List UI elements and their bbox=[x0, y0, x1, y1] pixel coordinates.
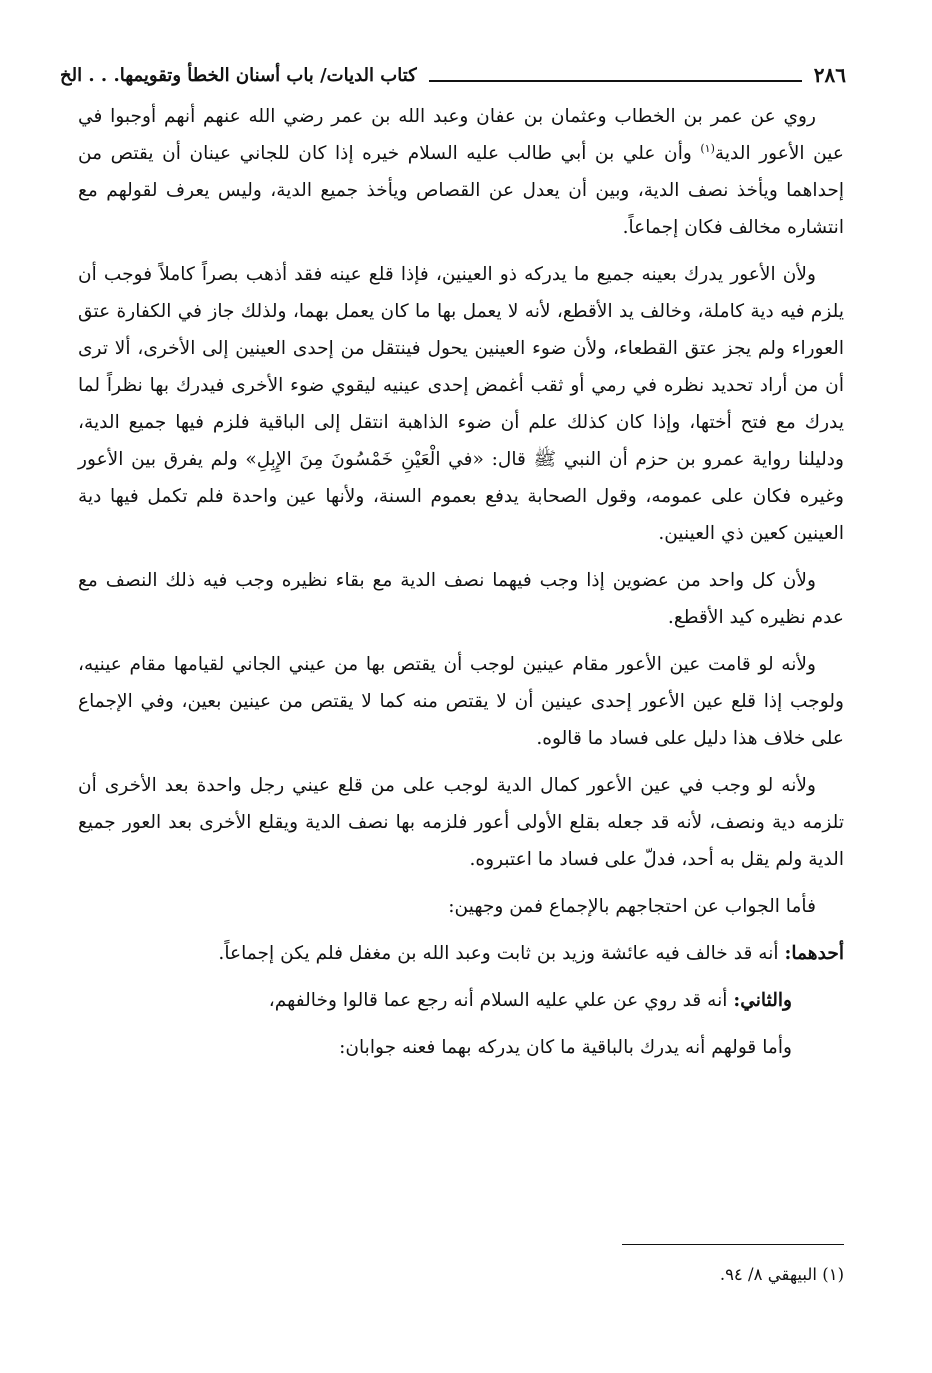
paragraph-text: ولأنه لو وجب في عين الأعور كمال الدية لوجب على من قلع عيني رجل واحدة بعد الأخرى أن تلزمه دية ونصف، لأنه قد جعله بقلع الأولى أعور فلزمه بها نصف الدية ويقلع الأخرى بعد العور جميع الدية ولم يقل به أحد، فدلّ على فساد ما اعتبروه. bbox=[78, 775, 844, 870]
paragraph bbox=[78, 562, 844, 636]
point-lead: والثاني: bbox=[733, 990, 792, 1011]
main-text bbox=[78, 98, 844, 1076]
paragraph-text: ولأن كل واحد من عضوين إذا وجب فيهما نصف الدية مع بقاء نظيره وجب فيه ذلك النصف مع عدم نظيره كيد الأقطع. bbox=[78, 570, 844, 628]
running-header bbox=[60, 58, 846, 92]
paragraph bbox=[78, 98, 844, 246]
paragraph-text-continued: وأن علي بن أبي طالب عليه السلام خيره إذا كان للجاني عينان أن يقتص من إحداهما ويأخذ نصف الدية، وبين أن يعدل عن القصاص ويأخذ جميع الدية، وليس يعرف لقولهم مع انتشاره مخالف فكان إجماعاً. bbox=[78, 143, 844, 238]
paragraph bbox=[78, 256, 844, 552]
chapter-title: كتاب الديات/ باب أسنان الخطأ وتقويمها. . . الخ bbox=[60, 64, 417, 86]
point-lead: أحدهما: bbox=[784, 943, 844, 964]
paragraph-text: وأما قولهم أنه يدرك بالباقية ما كان يدركه بهما فعنه جوابان: bbox=[339, 1037, 792, 1058]
footnote-separator bbox=[622, 1244, 844, 1245]
paragraph bbox=[78, 935, 844, 972]
paragraph-text: أنه قد خالف فيه عائشة وزيد بن ثابت وعبد الله بن مغفل فلم يكن إجماعاً. bbox=[218, 943, 785, 964]
header-rule bbox=[429, 80, 802, 82]
paragraph bbox=[78, 982, 844, 1019]
footnote-reference: (١) bbox=[700, 141, 715, 155]
paragraph bbox=[78, 888, 844, 925]
footnote: (١) البيهقي ٨/ ٩٤. bbox=[719, 1265, 844, 1284]
paragraph bbox=[78, 767, 844, 878]
paragraph bbox=[78, 1029, 844, 1066]
paragraph-text: فأما الجواب عن احتجاجهم بالإجماع فمن وجهين: bbox=[448, 896, 816, 917]
paragraph-text: ولأنه لو قامت عين الأعور مقام عينين لوجب أن يقتص بها من عيني الجاني لقيامها مقام عينيه، ولوجب إذا قلع عين الأعور إحدى عينين أن لا يقتص منه كما لا يقتص من عينين بعين، وفي الإجماع على خلاف هذا دليل على فساد ما قالوه. bbox=[78, 654, 844, 749]
page-number: ٢٨٦ bbox=[813, 63, 846, 87]
paragraph-text: روي عن عمر بن الخطاب وعثمان بن عفان وعبد الله بن عمر رضي الله عنهم أنهم أوجبوا في عين الأعور الدية bbox=[78, 106, 844, 164]
paragraph-text: أنه قد روي عن علي عليه السلام أنه رجع عما قالوا وخالفهم، bbox=[268, 990, 734, 1011]
paragraph-text: ولأن الأعور يدرك بعينه جميع ما يدركه ذو العينين، فإذا قلع عينه فقد أذهب بصراً كاملاً فوجب أن يلزم فيه دية كاملة، وخالف يد الأقطع، لأنه لا يعمل بها ما كان يعمل بهما، ولذلك جاز في الكفارة عتق العوراء ولم يجز عتق القطعاء، ولأن ضوء العينين يحول فينتقل من إحدى العينين إلى الأخرى، ألا ترى أن من أراد تحديد نظره في رمي أو ثقب أغمض إحدى عينيه ليقوي ضوء الأخرى فيدرك بها نظراً لما يدرك مع فتح أختها، وإذا كان كذلك علم أن ضوء الذاهبة انتقل إلى الباقية فلزم فيها جميع الدية، ودليلنا رواية عمرو بن حزم أن النبي ﷺ قال: «في الْعَيْنِ خَمْسُونَ مِنَ الإِبِلِ» ولم يفرق بين الأعور وغيره فكان على عمومه، وقول الصحابة يدفع بعموم السنة، ولأنها عين واحدة فلم تكمل فيها دية العينين كعين ذي العينين. bbox=[78, 264, 844, 544]
paragraph bbox=[78, 646, 844, 757]
